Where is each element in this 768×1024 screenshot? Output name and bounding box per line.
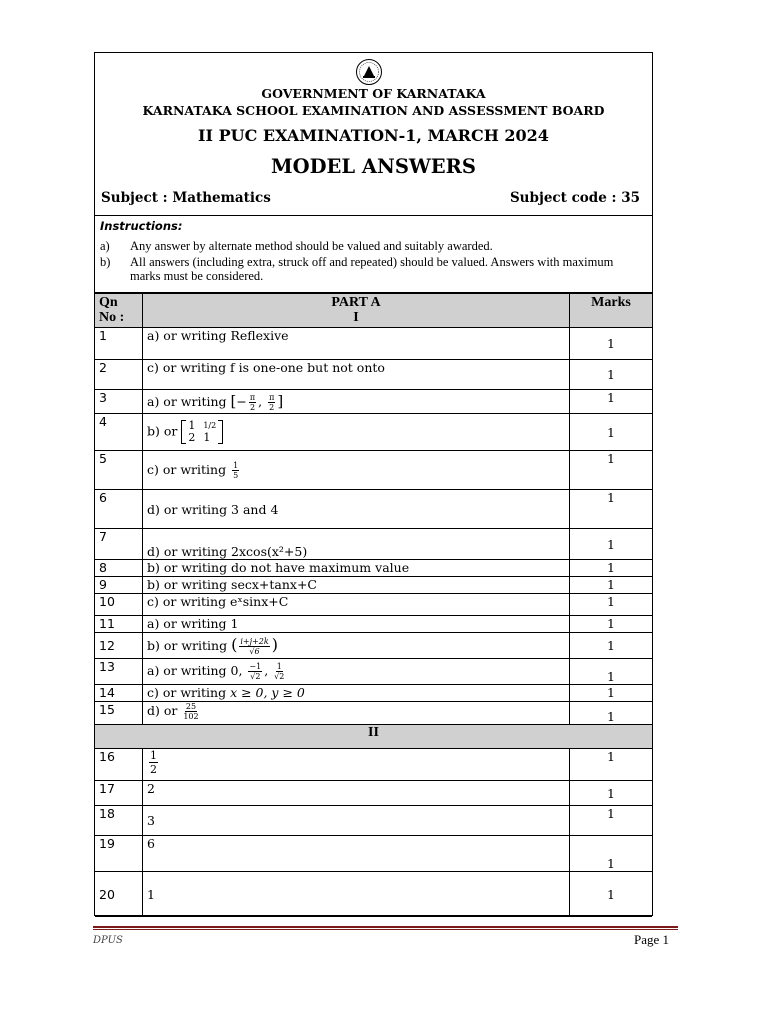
table-row: 16 $\frac{1}{2}$ 1 xyxy=(95,749,652,781)
table-header-row xyxy=(95,294,652,328)
instruction-item: b) All answers (including extra, struck off and repeated) should be valued. Answers with maximum marks must be considered. xyxy=(100,255,614,283)
document-header xyxy=(95,53,652,216)
table-row: 11 a) or writing 1 1 xyxy=(95,616,652,633)
table-row: 15 d) or $\frac{25}{102}$ 1 xyxy=(95,702,652,725)
table-row: 2 c) or writing f is one-one but not onto 1 xyxy=(95,360,652,390)
answer-sheet-frame xyxy=(94,52,653,916)
matrix-answer: 1 1/2 2 1 xyxy=(181,420,223,444)
table-row: 12 b) or writing ( $\frac{i+j+2k}{√6}$ ) 1 xyxy=(95,633,652,659)
table-row: 7 d) or writing 2xcos(x²+5) 1 xyxy=(95,529,652,560)
section-header-ii: II xyxy=(95,725,652,749)
footer-department: DPUS xyxy=(93,935,123,946)
column-header-marks: Marks xyxy=(570,294,653,328)
table-row: 18 3 1 xyxy=(95,806,652,836)
answers-table xyxy=(95,293,652,917)
government-title: GOVERNMENT OF KARNATAKA xyxy=(261,86,486,101)
footer-divider xyxy=(93,926,678,928)
table-row: 17 2 1 xyxy=(95,781,652,806)
page-title: MODEL ANSWERS xyxy=(271,155,476,178)
page-number: Page 1 xyxy=(634,932,670,947)
subject-label: Subject : Mathematics xyxy=(101,190,271,206)
table-row: 1 a) or writing Reflexive 1 xyxy=(95,328,652,360)
table-row: 14 c) or writing x ≥ 0, y ≥ 0 1 xyxy=(95,685,652,702)
table-row: 19 6 1 xyxy=(95,836,652,872)
subject-code-label: Subject code : 35 xyxy=(509,190,640,206)
board-title: KARNATAKA SCHOOL EXAMINATION AND ASSESSMENT BOARD xyxy=(142,103,605,118)
table-row: 3 a) or writing [− $\frac{\pi}{2}$ , $\frac{\pi}{2}$ ] 1 xyxy=(95,390,652,414)
column-header-qn: Qn No : xyxy=(95,294,143,328)
footer-divider xyxy=(93,929,678,930)
instructions-title: Instructions: xyxy=(100,219,183,233)
karnataka-emblem-icon xyxy=(355,58,383,86)
table-row: 5 c) or writing $\frac{1}{5}$ 1 xyxy=(95,451,652,490)
table-row: 9 b) or writing secx+tanx+C 1 xyxy=(95,577,652,594)
section-header-row xyxy=(95,725,652,749)
table-row: 4 b) or 1 1/2 2 1 1 xyxy=(95,414,652,451)
table-row: 20 1 1 xyxy=(95,872,652,917)
instruction-item: a) Any answer by alternate method should be valued and suitably awarded. xyxy=(100,239,493,253)
table-row: 13 a) or writing 0, $\frac{-1}{√2}$ , $\frac{1}{√2}$ 1 xyxy=(95,659,652,685)
table-row: 10 c) or writing eˣsinx+C 1 xyxy=(95,594,652,616)
column-header-part-a: PART A I xyxy=(143,294,570,328)
table-row: 8 b) or writing do not have maximum value 1 xyxy=(95,560,652,577)
instructions-section xyxy=(95,216,652,293)
table-row: 6 d) or writing 3 and 4 1 xyxy=(95,490,652,529)
exam-title: II PUC EXAMINATION-1, MARCH 2024 xyxy=(198,126,549,145)
